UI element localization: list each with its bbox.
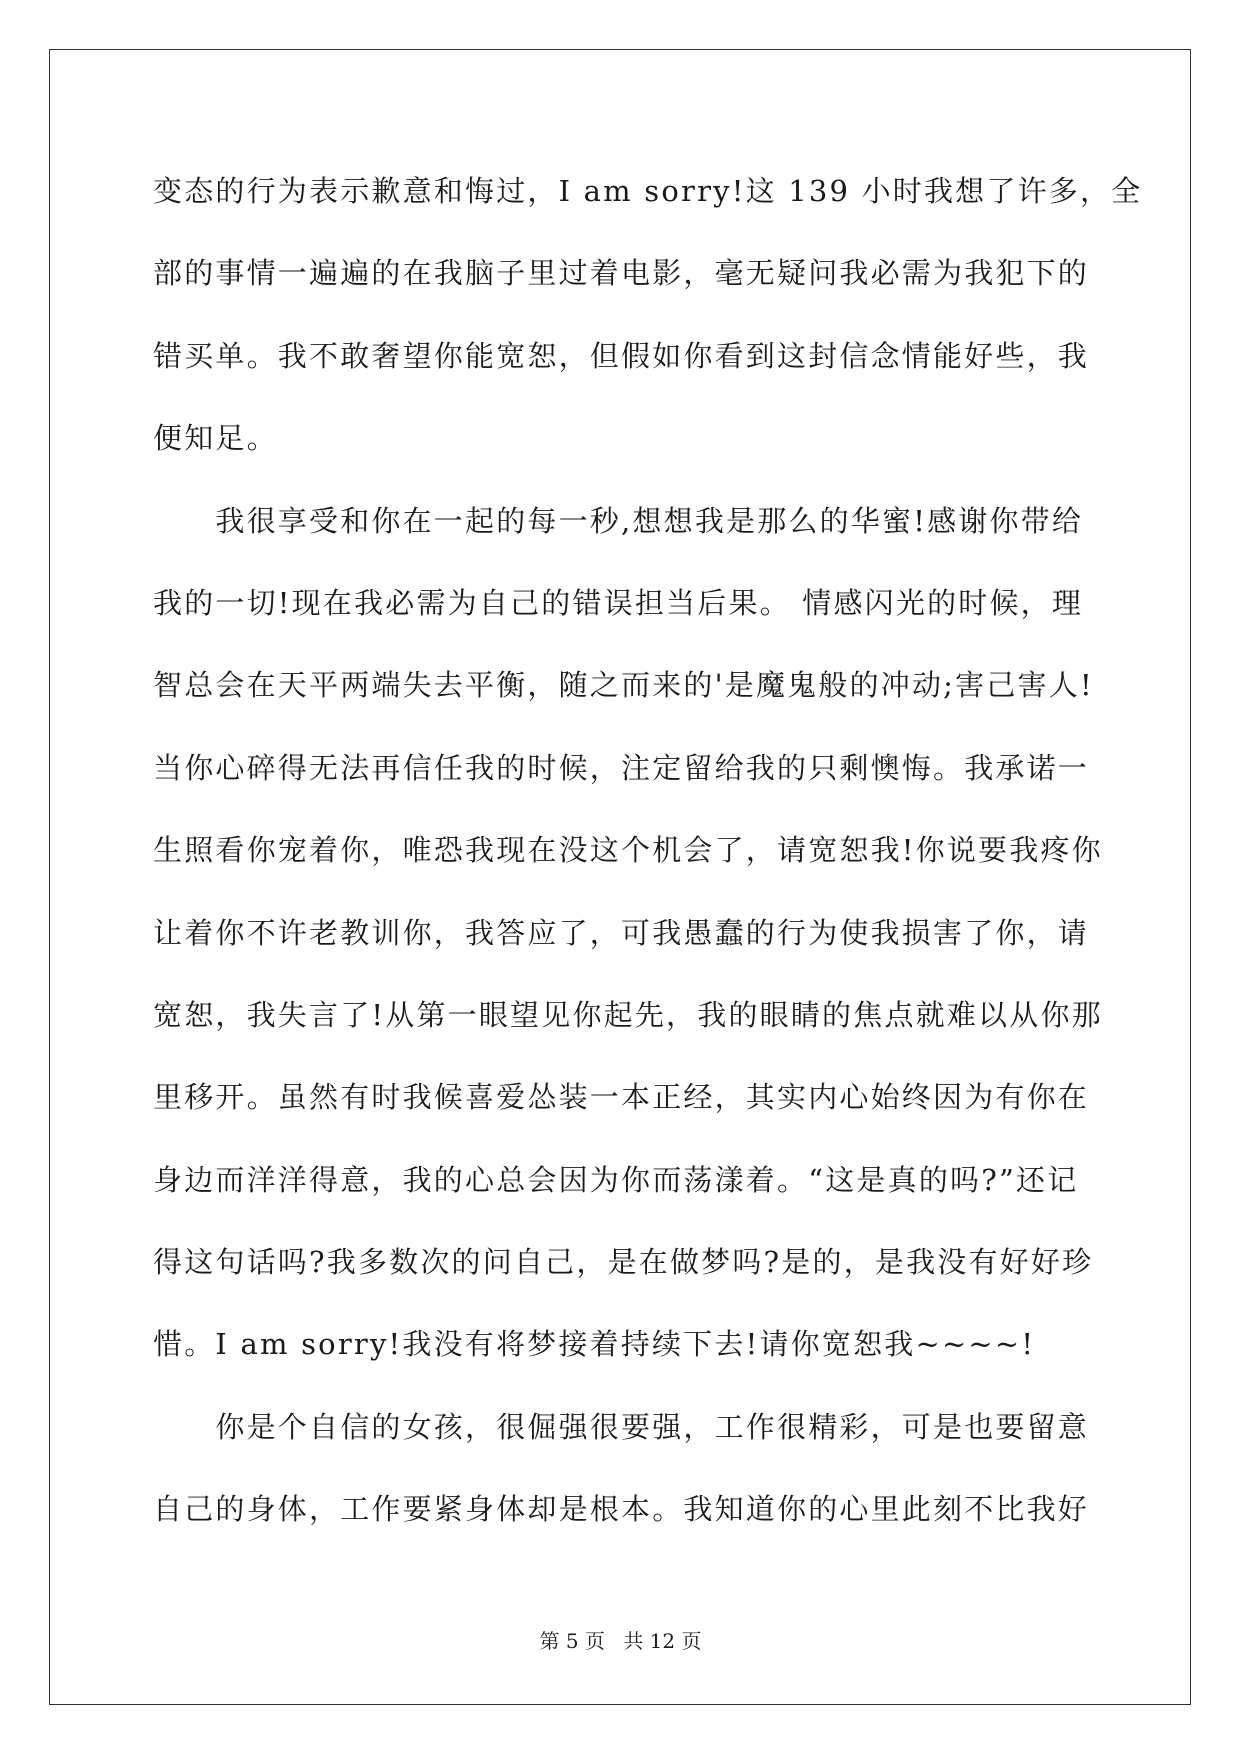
text-line: 自己的身体，工作要紧身体却是根本。我知道你的心里此刻不比我好 bbox=[153, 1492, 1090, 1527]
letter-body bbox=[153, 150, 1143, 1551]
text-line: 变态的行为表示歉意和悔过，I am sorry!这 139 小时我想了许多，全 bbox=[153, 174, 1143, 208]
text-line: 得这句话吗?我多数次的问自己，是在做梦吗?是的，是我没有好好珍 bbox=[153, 1245, 1094, 1280]
text-line: 错买单。我不敢奢望你能宽恕，但假如你看到这封信念情能好些，我 bbox=[153, 338, 1090, 373]
page-total: 共 12 页 bbox=[623, 1629, 702, 1653]
text-line: 你是个自信的女孩，很倔强很要强，工作很精彩，可是也要留意 bbox=[153, 1409, 1090, 1444]
page-footer bbox=[0, 1625, 1241, 1654]
text-line: 我很享受和你在一起的每一秒,想想我是那么的华蜜!感谢你带给 bbox=[153, 503, 1084, 538]
text-line: 惜。I am sorry!我没有将梦接着持续下去!请你宽恕我~~~~! bbox=[153, 1327, 1036, 1362]
text-line: 宽恕，我失言了!从第一眼望见你起先，我的眼睛的焦点就难以从你那 bbox=[153, 997, 1103, 1032]
text-line: 部的事情一遍遍的在我脑子里过着电影，毫无疑问我必需为我犯下的 bbox=[153, 256, 1090, 291]
text-line: 身边而洋洋得意，我的心总会因为你而荡漾着。“这是真的吗?”还记 bbox=[153, 1162, 1079, 1197]
text-line: 我的一切!现在我必需为自己的错误担当后果。 情感闪光的时候，理 bbox=[153, 585, 1084, 620]
page-number: 第 5 页 bbox=[539, 1629, 605, 1653]
text-line: 当你心碎得无法再信任我的时候，注定留给我的只剩懊悔。我承诺一 bbox=[153, 750, 1090, 785]
text-line: 生照看你宠着你，唯恐我现在没这个机会了，请宽恕我!你说要我疼你 bbox=[153, 833, 1103, 868]
text-line: 智总会在天平两端失去平衡，随之而来的'是魔鬼般的冲动;害己害人! bbox=[153, 668, 1094, 703]
text-line: 便知足。 bbox=[153, 421, 278, 456]
text-line: 让着你不许老教训你，我答应了，可我愚蠢的行为使我损害了你，请 bbox=[153, 915, 1090, 950]
text-line: 里移开。虽然有时我候喜爱怂装一本正经，其实内心始终因为有你在 bbox=[153, 1080, 1090, 1115]
